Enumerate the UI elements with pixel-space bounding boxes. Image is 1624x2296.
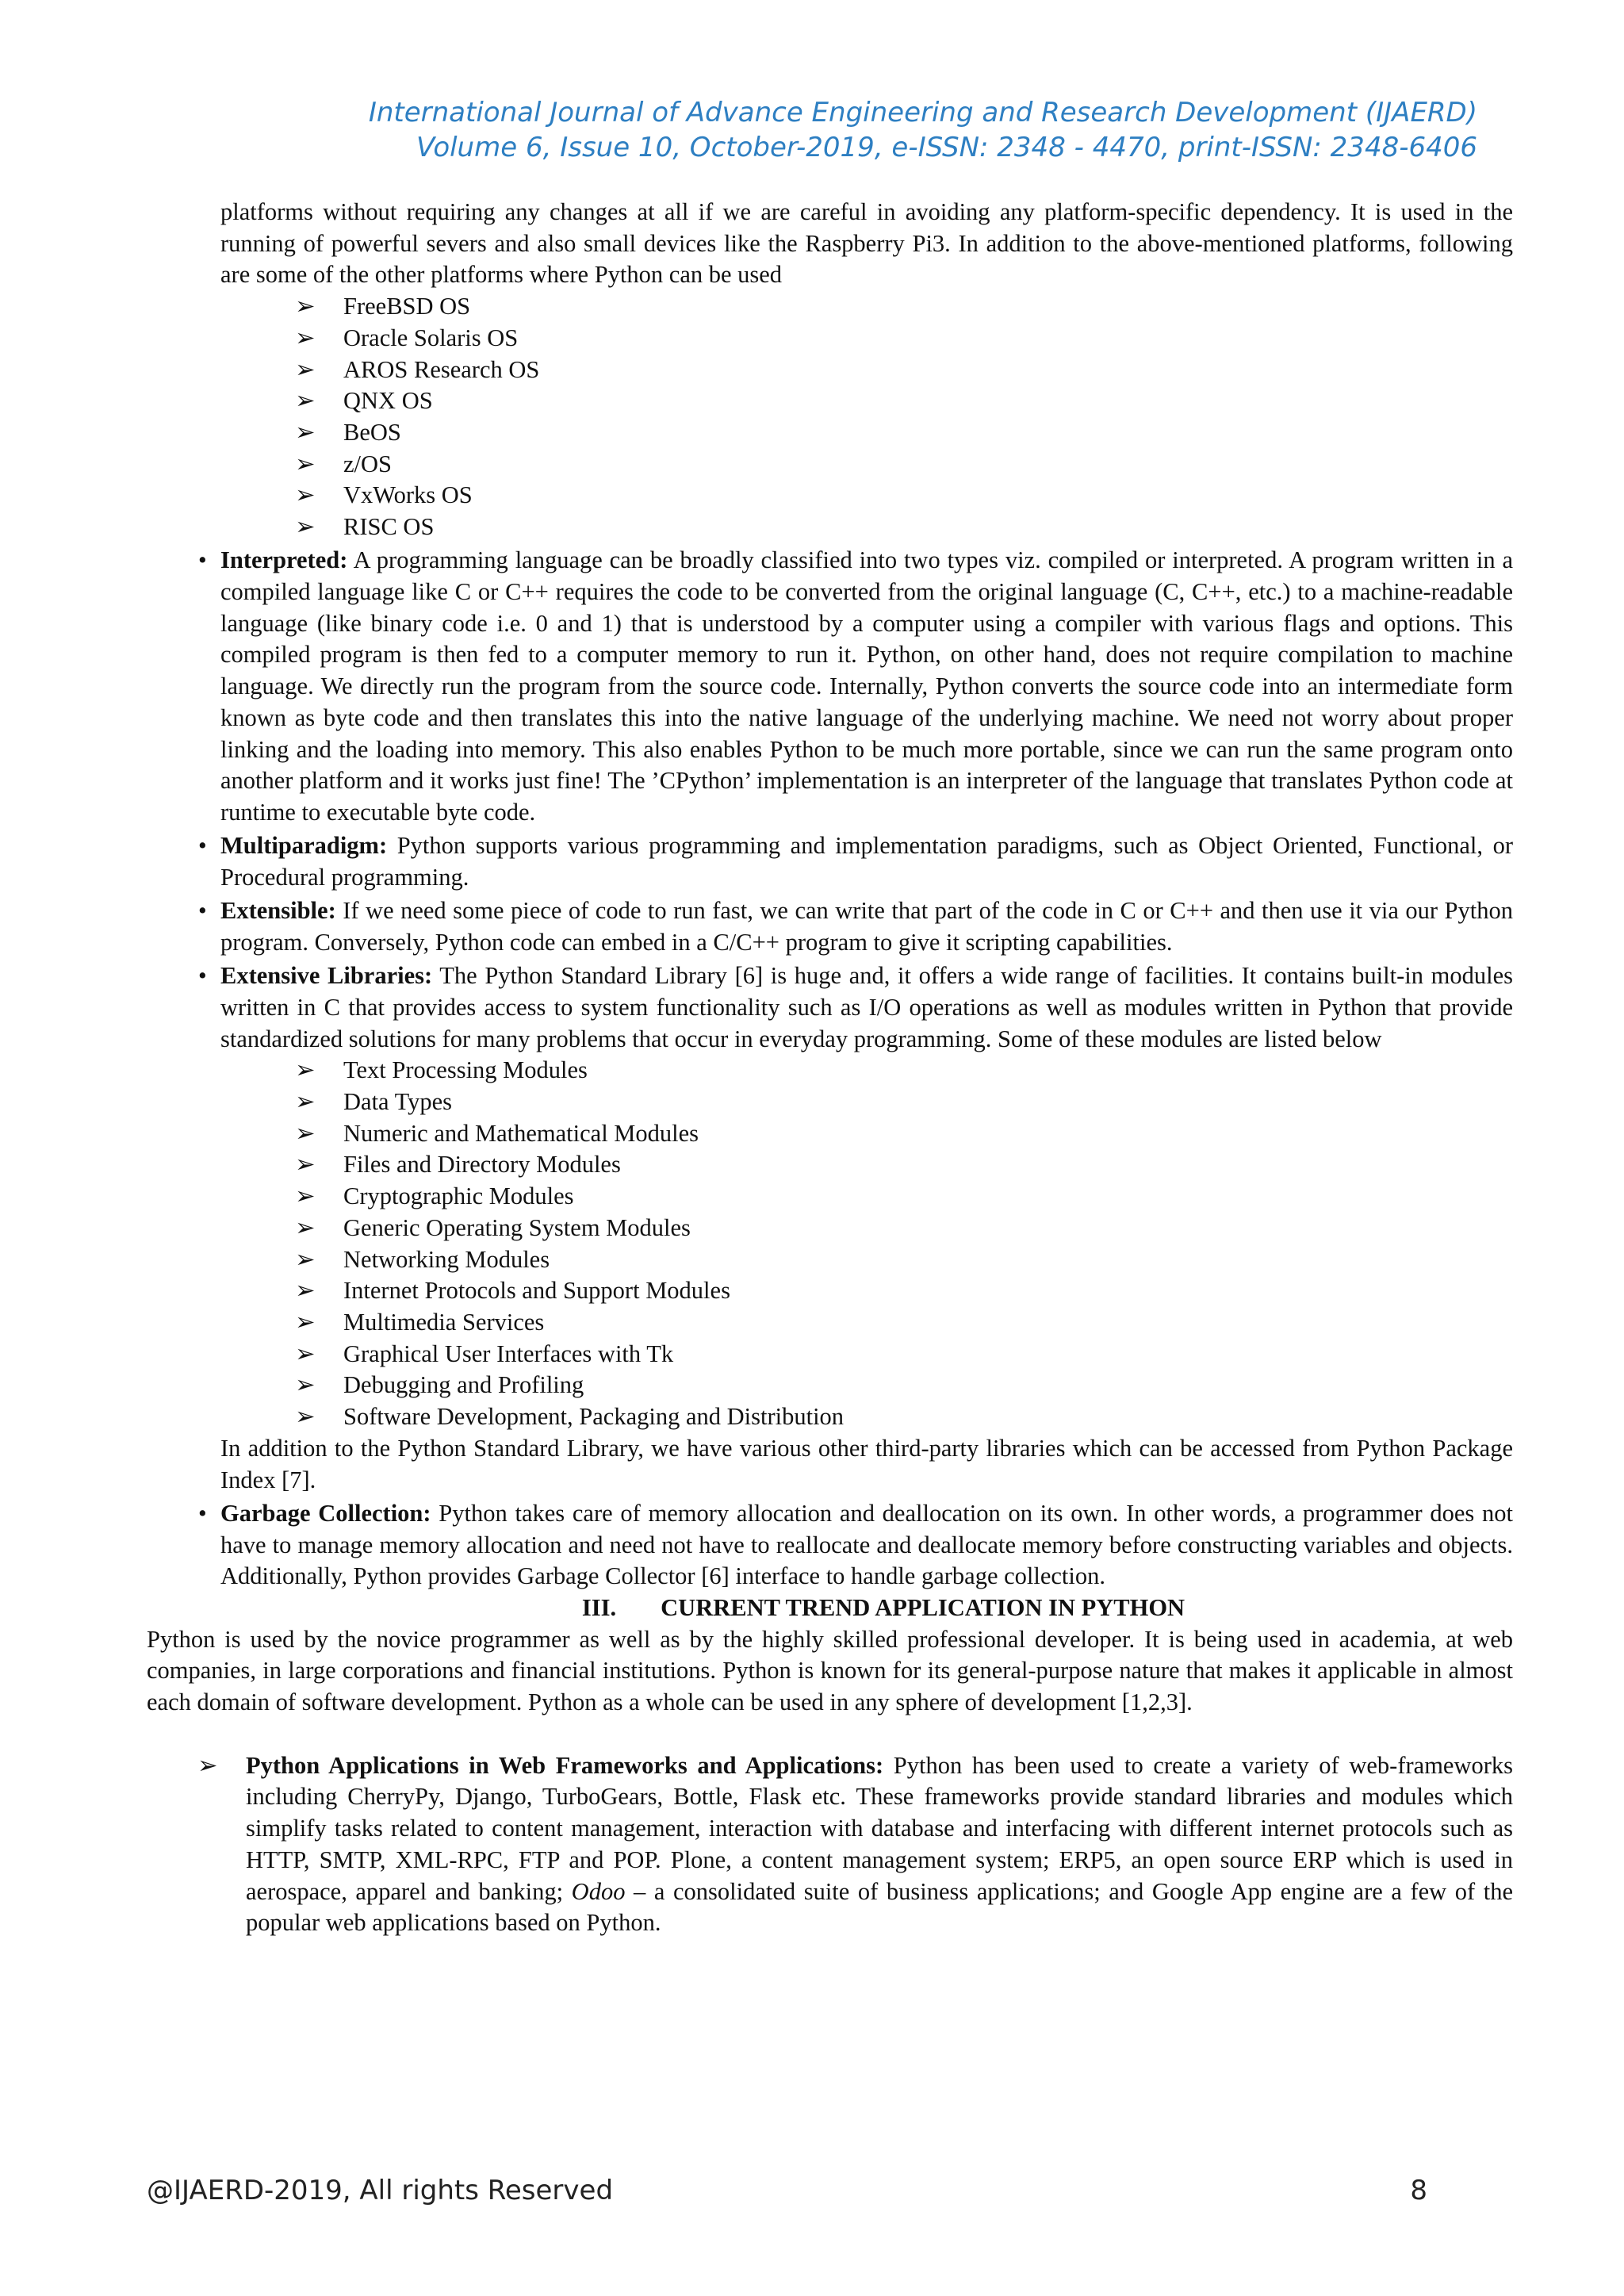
arrow-bullet-icon: ➢ <box>295 450 316 477</box>
arrow-bullet-icon: ➢ <box>295 1340 316 1367</box>
paper-body <box>0 197 1624 1939</box>
arrow-bullet-icon: ➢ <box>295 293 316 320</box>
page-number: 8 <box>1410 2175 1427 2206</box>
arrow-bullet-icon: ➢ <box>295 1245 316 1273</box>
arrow-bullet-icon: ➢ <box>295 1151 316 1179</box>
list-item: ➢ Internet Protocols and Support Modules <box>343 1275 1624 1307</box>
arrow-bullet-icon: ➢ <box>295 324 316 351</box>
arrow-bullet-icon: ➢ <box>295 387 316 415</box>
arrow-bullet-icon: ➢ <box>295 1119 316 1147</box>
bullet-icon: • <box>198 1499 207 1527</box>
list-item: ➢ Debugging and Profiling <box>343 1370 1624 1401</box>
list-item: ➢ Multimedia Services <box>343 1307 1624 1339</box>
arrow-bullet-icon: ➢ <box>295 1056 316 1084</box>
copyright-notice: @IJAERD-2019, All rights Reserved <box>147 2175 614 2206</box>
arrow-bullet-icon: ➢ <box>295 481 316 509</box>
arrow-bullet-icon: ➢ <box>295 513 316 541</box>
arrow-bullet-icon: ➢ <box>295 1277 316 1305</box>
application-web-frameworks: ➢ Python Applications in Web Frameworks and Applications: Python has been used to create a variety of web-frameworks including CherryPy, Django, TurboGears, Bottle, Flask etc. These frameworks provide standard libraries and modules which simplify tasks related to content management, interaction with database and interfacing with different internet protocols such as HTTP, SMTP, XML-RPC, FTP and POP. Plone, a content management system; ERP5, an open source ERP which is used in aerospace, apparel and banking; Odoo – a consolidated suite of business applications; and Google App engine are a few of the popular web applications based on Python. <box>197 1751 1514 1937</box>
bullet-icon: • <box>198 962 207 990</box>
journal-title: International Journal of Advance Engineering and Research Development (IJAERD) <box>368 97 1477 128</box>
arrow-bullet-icon: ➢ <box>295 355 316 383</box>
list-item: ➢ Oracle Solaris OS <box>343 323 1624 355</box>
section-heading <box>0 1593 1624 1624</box>
arrow-bullet-icon: ➢ <box>295 1213 316 1241</box>
list-item: ➢ Cryptographic Modules <box>343 1181 1624 1213</box>
list-item: ➢ Software Development, Packaging and Distribution <box>343 1401 1624 1433</box>
list-item: ➢ Networking Modules <box>343 1244 1624 1276</box>
list-item: ➢ z/OS <box>343 449 1624 481</box>
list-item: ➢ QNX OS <box>343 385 1624 417</box>
page-footer <box>147 2175 1427 2206</box>
list-item: ➢ VxWorks OS <box>343 480 1624 512</box>
feature-item-multiparadigm: • Multiparadigm: Python supports various programming and implementation paradigms, such as Object Oriented, Functional, or Procedural programming. <box>198 832 1513 891</box>
list-item: ➢ BeOS <box>343 417 1624 449</box>
section-intro-paragraph: Python is used by the novice programmer as well as by the highly skilled professional developer. It is being used in academia, at web companies, in large corporations and financial institutions. Python is known for its general-purpose nature that makes it applicable in almost each domain of software development. Python as a whole can be used in any sphere of development [1,2,3]. <box>147 1625 1513 1716</box>
list-item: ➢ Data Types <box>343 1087 1624 1118</box>
feature-item-libraries: • Extensive Libraries: The Python Standard Library [6] is huge and, it offers a wide range of facilities. It contains built-in modules written in C that provides access to system functionality such as I/O operations as well as modules written in Python that provide standardized solutions for many problems that occur in everyday programming. Some of these modules are listed below <box>198 962 1513 1052</box>
list-item: ➢ Text Processing Modules <box>343 1055 1624 1087</box>
bullet-icon: • <box>198 897 207 925</box>
module-list <box>0 1055 1624 1432</box>
feature-list <box>0 545 1624 1055</box>
section-title: CURRENT TREND APPLICATION IN PYTHON <box>661 1593 1185 1621</box>
platforms-paragraph: platforms without requiring any changes at all if we are careful in avoiding any platform-specific dependency. It is used in the running of powerful severs and also small devices like the Raspberry Pi3. In addition to the above-mentioned platforms, following are some of the other platforms where Python can be used <box>220 198 1513 289</box>
bullet-icon: • <box>198 832 207 860</box>
list-item: ➢ Graphical User Interfaces with Tk <box>343 1339 1624 1370</box>
arrow-bullet-icon: ➢ <box>295 1182 316 1210</box>
section-number: III. <box>581 1593 617 1621</box>
journal-issue: Volume 6, Issue 10, October-2019, e-ISSN: 2348 - 4470, print-ISSN: 2348-6406 <box>416 132 1477 163</box>
list-item: ➢ FreeBSD OS <box>343 291 1624 323</box>
arrow-bullet-icon: ➢ <box>295 418 316 446</box>
list-item: ➢ RISC OS <box>343 512 1624 543</box>
bullet-icon: • <box>198 546 207 574</box>
list-item: ➢ Generic Operating System Modules <box>343 1213 1624 1244</box>
feature-item-interpreted: • Interpreted: A programming language can be broadly classified into two types viz. compiled or interpreted. A program written in a compiled language like C or C++ requires the code to be converted from the original language (C, C++, etc.) to a machine-readable language (like binary code i.e. 0 and 1) that is understood by a computer using a compiler with various flags and options. This compiled program is then fed to a computer memory to run it. Python, on other hand, does not require compilation to machine language. We directly run the program from the source code. Internally, Python converts the source code into an intermediate form known as byte code and then translates this into the native language of the underlying machine. We need not worry about proper linking and the loading into memory. This also enables Python to be much more portable, since we can run the same program onto another platform and it works just fine! The ’CPython’ implementation is an interpreter of the language that translates Python code at runtime to executable byte code. <box>198 546 1513 826</box>
arrow-bullet-icon: ➢ <box>295 1088 316 1116</box>
journal-header <box>369 95 1477 165</box>
platform-list <box>0 291 1624 543</box>
list-item: ➢ Files and Directory Modules <box>343 1149 1624 1181</box>
libraries-tail-paragraph: In addition to the Python Standard Library, we have various other third-party libraries which can be accessed from Python Package Index [7]. <box>220 1434 1513 1493</box>
arrow-bullet-icon: ➢ <box>295 1308 316 1336</box>
arrow-bullet-icon: ➢ <box>197 1751 218 1779</box>
feature-item-extensible: • Extensible: If we need some piece of code to run fast, we can write that part of the code in C or C++ and then use it via our Python program. Conversely, Python code can embed in a C/C++ program to give it scripting capabilities. <box>198 897 1513 956</box>
arrow-bullet-icon: ➢ <box>295 1403 316 1431</box>
feature-item-garbage-collection: • Garbage Collection: Python takes care of memory allocation and deallocation on its own. In other words, a programmer does not have to manage memory allocation and need not have to reallocate and deallocate memory before constructing variables and objects. Additionally, Python provides Garbage Collector [6] interface to handle garbage collection. <box>198 1499 1513 1590</box>
list-item: ➢ Numeric and Mathematical Modules <box>343 1118 1624 1150</box>
arrow-bullet-icon: ➢ <box>295 1371 316 1399</box>
list-item: ➢ AROS Research OS <box>343 355 1624 386</box>
